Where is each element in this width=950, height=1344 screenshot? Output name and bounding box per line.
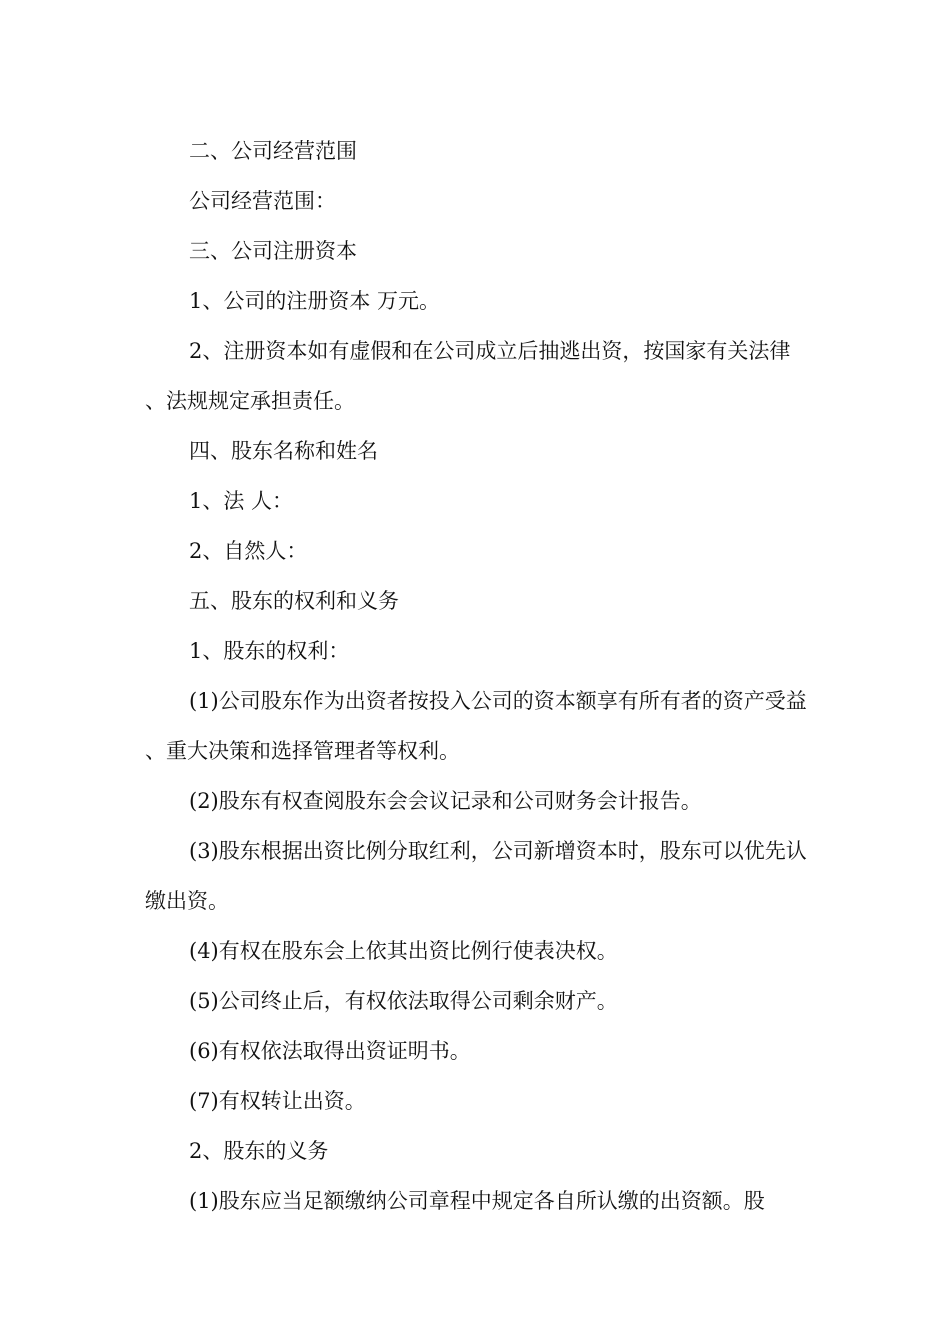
- subheading-shareholder-obligations: 2、股东的义务: [189, 1139, 329, 1163]
- list-item-right-2: (2)股东有权查阅股东会会议记录和公司财务会计报告。: [189, 789, 702, 813]
- section-heading-registered-capital: 三、公司注册资本: [189, 239, 357, 263]
- list-item-right-5: (5)公司终止后，有权依法取得公司剩余财产。: [189, 989, 618, 1013]
- list-item-right-6: (6)有权依法取得出资证明书。: [189, 1039, 471, 1063]
- paragraph-legal-person: 1、法 人：: [189, 489, 294, 513]
- section-heading-shareholder-names: 四、股东名称和姓名: [189, 439, 378, 463]
- list-item-obligation-1: (1)股东应当足额缴纳公司章程中规定各自所认缴的出资额。股: [189, 1189, 765, 1213]
- section-heading-business-scope: 二、公司经营范围: [189, 139, 357, 163]
- subheading-shareholder-rights: 1、股东的权利：: [189, 639, 350, 663]
- section-heading-rights-obligations: 五、股东的权利和义务: [189, 589, 399, 613]
- paragraph-business-scope: 公司经营范围：: [189, 189, 336, 213]
- paragraph-registered-capital-liability: 2、注册资本如有虚假和在公司成立后抽逃出资，按国家有关法律、法规规定承担责任。: [145, 339, 791, 413]
- list-item-right-1: (1)公司股东作为出资者按投入公司的资本额享有所有者的资产受益、重大决策和选择管理者等权利。: [145, 689, 807, 763]
- list-item-right-7: (7)有权转让出资。: [189, 1089, 366, 1113]
- list-item-right-4: (4)有权在股东会上依其出资比例行使表决权。: [189, 939, 618, 963]
- list-item-right-3: (3)股东根据出资比例分取红利，公司新增资本时，股东可以优先认缴出资。: [145, 839, 807, 913]
- document-body: [145, 126, 807, 1226]
- paragraph-natural-person: 2、自然人：: [189, 539, 308, 563]
- paragraph-registered-capital-amount: 1、公司的注册资本 万元。: [189, 289, 441, 313]
